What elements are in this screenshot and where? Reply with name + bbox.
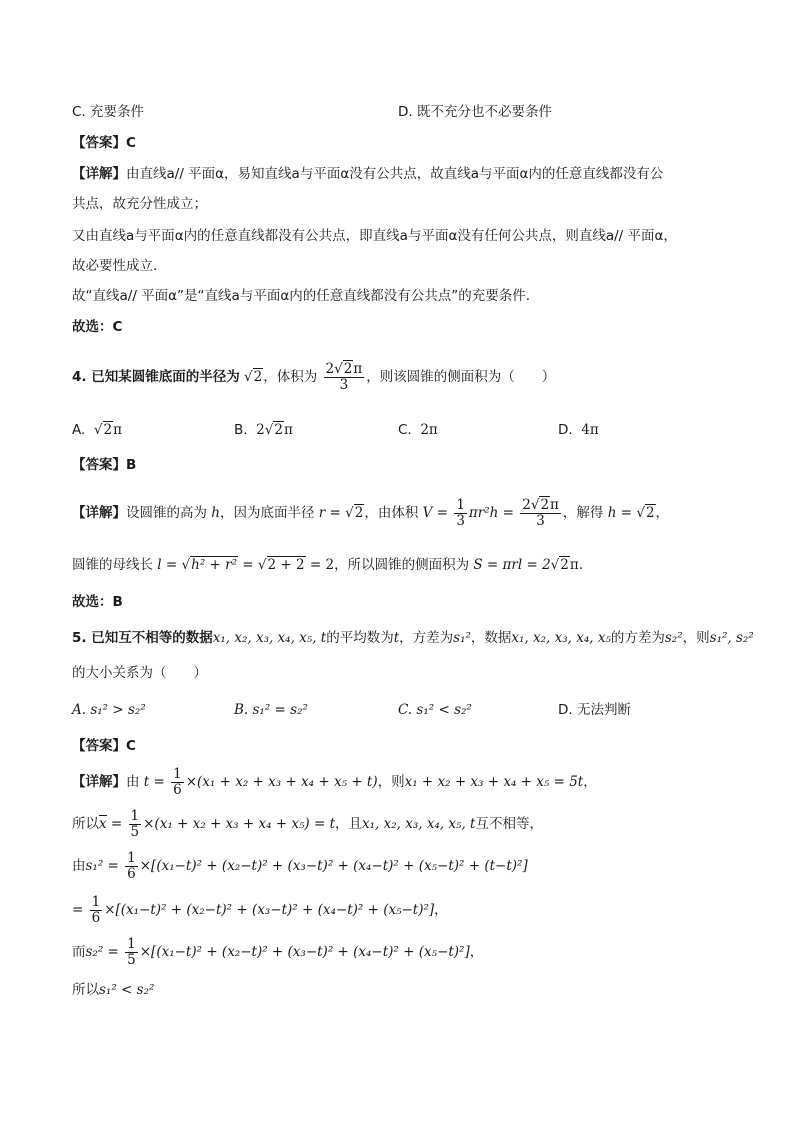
q5-stem-2: 的大小关系为（ ） [72, 665, 207, 681]
q5-option-a: A. s₁² > s₂² [72, 702, 146, 718]
document-page [72, 0, 754, 1123]
q5-option-d: D. 无法判断 [558, 702, 631, 718]
q5-answer: 【答案】C [72, 738, 136, 754]
q3-detail-5: 故“直线a// 平面α”是“直线a与平面α内的任意直线都没有公共点”的充要条件. [72, 288, 530, 304]
q4-answer: 【答案】B [72, 457, 137, 473]
q3-detail-1: 【详解】由直线a// 平面α，易知直线a与平面α没有公共点，故直线a与平面α内的任意直线都没有公 [72, 166, 664, 182]
q3-answer: 【答案】C [72, 135, 136, 151]
q5-detail-6: 所以s₁² < s₂² [72, 982, 155, 998]
q5-option-b: B. s₁² = s₂² [234, 702, 308, 718]
q5-detail-5: 而s₂² = $\frac{1}{5}$ ×[(x₁−t)² + (x₂−t)² + (x₃−t)² + (x₄−t)² + (x₅−t)²]， [72, 935, 484, 968]
q4-detail-2: 圆锥的母线长 l = √h² + r² = √2 + 2 = 2，所以圆锥的侧面积为 S = πrl = 2√2π. [72, 557, 584, 573]
q5-detail-2: 所以x = $\frac{1}{5}$ ×(x₁ + x₂ + x₃ + x₄ + x₅) = t，且x₁, x₂, x₃, x₄, x₅, t互不相等， [72, 807, 543, 840]
q3-detail-4: 故必要性成立. [72, 258, 158, 274]
q5-option-c: C. s₁² < s₂² [398, 702, 472, 718]
sqrt-radius: √2 [244, 369, 263, 385]
q5-detail-1: 【详解】由 t = $\frac{1}{6}$ ×(x₁ + x₂ + x₃ + x₄ + x₅ + t)，则x₁ + x₂ + x₃ + x₄ + x₅ = 5t， [72, 765, 597, 798]
q4-detail-1: 【详解】设圆锥的高为 h，因为底面半径 r = √2，由体积 V = $\frac{1}{3}$ πr²h = $\frac{2√2\pi}{3}$ ，解得 h = √2， [72, 496, 670, 529]
q3-detail-2: 共点，故充分性成立； [72, 196, 207, 212]
q4-option-c: C. 2π [398, 422, 438, 438]
q5-detail-4: = $\frac{1}{6}$ ×[(x₁−t)² + (x₂−t)² + (x₃−t)² + (x₄−t)² + (x₅−t)²]， [72, 893, 448, 926]
volume-fraction: $\frac{2√2\pi}{3}$ [325, 360, 363, 393]
q3-choose: 故选：C [72, 319, 123, 335]
q3-detail-3: 又由直线a与平面α内的任意直线都没有公共点，即直线a与平面α没有任何公共点，则直线a// 平面α， [72, 228, 677, 244]
q4-option-d: D. 4π [558, 422, 599, 438]
q5-stem-1: 5. 已知互不相等的数据x₁, x₂, x₃, x₄, x₅, t的平均数为t，方差为s₁²，数据x₁, x₂, x₃, x₄, x₅的方差为s₂²，则s₁², s₂² [72, 630, 754, 646]
q5-detail-3: 由s₁² = $\frac{1}{6}$ ×[(x₁−t)² + (x₂−t)² + (x₃−t)² + (x₄−t)² + (x₅−t)² + (t−t)²] [72, 849, 528, 882]
q4-option-b: B. 2√2π [234, 422, 293, 438]
q4-choose: 故选：B [72, 594, 123, 610]
q3-option-c: C. 充要条件 [72, 104, 145, 120]
q3-option-d: D. 既不充分也不必要条件 [398, 104, 552, 120]
q4-stem: 4. 已知某圆锥底面的半径为 √2，体积为 $\frac{2√2\pi}{3}$ ，则该圆锥的侧面积为（ ） [72, 360, 556, 393]
q4-option-a: A. √2π [72, 422, 122, 438]
